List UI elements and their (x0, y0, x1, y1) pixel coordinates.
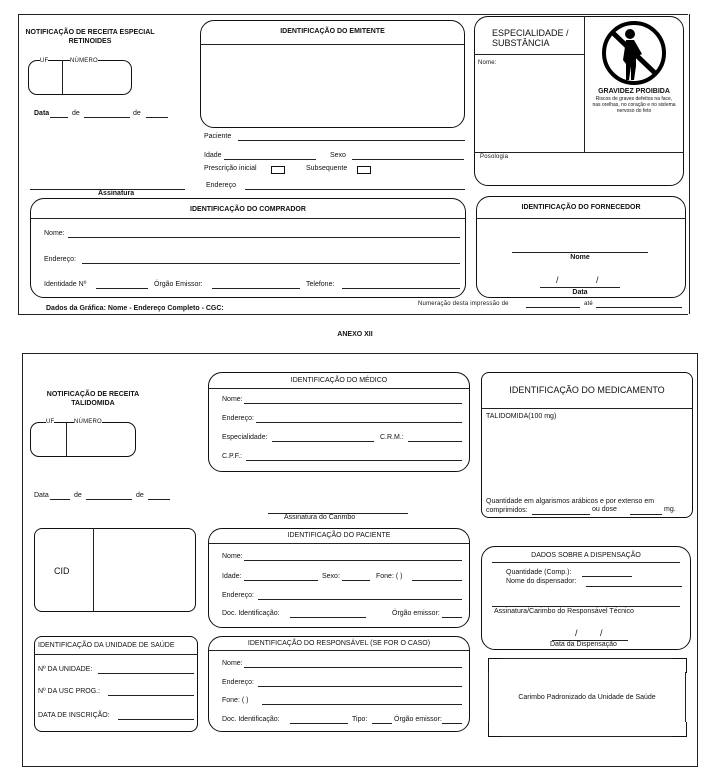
top-form-title: NOTIFICAÇÃO DE RECEITA ESPECIAL RETINOIDES (25, 29, 155, 45)
unidade-data-label: DATA DE INSCRIÇÃO: (38, 712, 110, 719)
comprador-nome-label: Nome: (44, 230, 65, 237)
resp-tipo-field[interactable] (372, 723, 392, 724)
unidade-data-field[interactable] (118, 719, 194, 720)
uf-label: UF (40, 58, 49, 64)
assinatura-carimbo-label: Assinatura do Carimbo (284, 514, 356, 521)
cid-label: CID (54, 566, 70, 576)
emitente-box[interactable] (200, 20, 465, 128)
resp-orgao-label: Órgão emissor: (394, 716, 442, 723)
carimbo-text: Carimbo Padronizado da Unidade de Saúde (518, 694, 656, 701)
comprador-box[interactable] (30, 198, 466, 298)
idade-label: Idade (204, 152, 222, 159)
resp-doc-label: Doc. Identificação: (222, 716, 280, 723)
paciente-fone-field[interactable] (412, 580, 462, 581)
dose-field[interactable] (630, 514, 662, 515)
telefone-field[interactable] (342, 288, 460, 289)
numero-label: NÚMERO (70, 58, 98, 64)
uf-numero-box-2[interactable] (30, 422, 136, 457)
prescricao-inicial-label: Prescrição inicial (204, 165, 257, 172)
fornecedor-box[interactable] (476, 196, 686, 298)
endereco-field[interactable] (245, 189, 465, 190)
subsequente-checkbox[interactable] (357, 166, 371, 174)
emitente-header: IDENTIFICAÇÃO DO EMITENTE (280, 28, 385, 35)
fornecedor-nome-line[interactable] (512, 252, 648, 253)
sexo-label: Sexo (330, 152, 346, 159)
disp-data-label: Data da Dispensação (550, 641, 617, 648)
comprador-endereco-field[interactable] (82, 263, 460, 264)
especialidade-header: ESPECIALIDADE / SUBSTÂNCIA (492, 28, 569, 48)
resp-fone-field[interactable] (262, 704, 462, 705)
resp-nome-field[interactable] (244, 667, 462, 668)
paciente-nome-field[interactable] (244, 560, 462, 561)
endereco-label: Endereço (206, 182, 236, 189)
telefone-label: Telefone: (306, 281, 335, 288)
paciente-idade-field[interactable] (244, 580, 318, 581)
paciente-orgao-label: Órgão emissor: (392, 610, 440, 617)
medico-especialidade-label: Especialidade: (222, 434, 268, 441)
unidade-n-label: Nº DA UNIDADE: (38, 666, 93, 673)
subsequente-label: Subsequente (306, 165, 348, 172)
especialidade-nome-label: Nome: (478, 60, 497, 66)
medico-crm-field[interactable] (408, 441, 462, 442)
paciente-nome-label: Nome: (222, 553, 243, 560)
numeracao-label: Numeração desta impressão de (418, 301, 509, 307)
paciente-header: IDENTIFICAÇÃO DO PACIENTE (287, 532, 391, 539)
bottom-form-title: NOTIFICAÇÃO DE RECEITA TALIDOMIDA (46, 391, 140, 407)
paciente-orgao-field[interactable] (442, 617, 462, 618)
medico-cpf-label: C.P.F.: (222, 453, 243, 460)
talidomida-label: TALIDOMIDA(100 mg) (486, 413, 557, 420)
resp-endereco-field[interactable] (258, 686, 462, 687)
paciente-endereco-label: Endereço: (222, 592, 254, 599)
paciente-doc-label: Doc. Identificação: (222, 610, 280, 617)
medico-endereco-label: Endereço: (222, 415, 254, 422)
gravidez-title: GRAVIDEZ PROIBIDA (598, 88, 670, 95)
paciente-idade-label: Idade: (222, 573, 242, 580)
medico-endereco-field[interactable] (256, 422, 462, 423)
fornecedor-header: IDENTIFICAÇÃO DO FORNECEDOR (521, 204, 641, 211)
fornecedor-data-line[interactable] (540, 287, 620, 288)
numero-label-2: NÚMERO (74, 419, 102, 425)
paciente-field[interactable] (238, 140, 465, 141)
medico-nome-label: Nome: (222, 396, 243, 403)
uf-label-2: UF (46, 419, 55, 425)
paciente-doc-field[interactable] (290, 617, 366, 618)
resp-orgao-field[interactable] (442, 723, 462, 724)
dados-grafica: Dados da Gráfica: Nome - Endereço Completo - CGC: (46, 305, 224, 312)
unidade-usc-label: Nº DA USC PROG.: (38, 688, 101, 695)
medico-nome-field[interactable] (244, 403, 462, 404)
medico-header: IDENTIFICAÇÃO DO MÉDICO (290, 377, 388, 384)
quantidade-text: Quantidade em algarismos arábicos e por extenso em comprimidos: (486, 498, 655, 514)
resp-endereco-label: Endereço: (222, 679, 254, 686)
data-label: Data (34, 110, 50, 117)
comprador-header: IDENTIFICAÇÃO DO COMPRADOR (190, 206, 306, 213)
resp-nome-label: Nome: (222, 660, 243, 667)
comprador-endereco-label: Endereço: (44, 256, 76, 263)
idade-field[interactable] (224, 159, 316, 160)
paciente-fone-label: Fone: ( ) (376, 573, 403, 580)
orgao-emissor-field[interactable] (212, 288, 300, 289)
disp-nome-field[interactable] (586, 586, 682, 587)
assinatura-label: Assinatura (98, 190, 135, 197)
medico-cpf-field[interactable] (246, 460, 462, 461)
paciente-endereco-field[interactable] (258, 599, 462, 600)
resp-doc-field[interactable] (290, 723, 348, 724)
disp-quantidade-label: Quantidade (Comp.): (506, 569, 572, 576)
disp-nome-label: Nome do dispensador: (506, 578, 577, 585)
data-label-2: Data (34, 492, 49, 499)
anexo-label: ANEXO XII (337, 331, 373, 338)
disp-quantidade-field[interactable] (582, 576, 632, 577)
quantidade-field[interactable] (532, 514, 590, 515)
paciente-sexo-field[interactable] (342, 580, 370, 581)
sexo-field[interactable] (352, 159, 464, 160)
medico-especialidade-field[interactable] (272, 441, 374, 442)
comprador-nome-field[interactable] (68, 237, 460, 238)
medicamento-header: IDENTIFICAÇÃO DO MEDICAMENTO (509, 385, 665, 395)
identidade-field[interactable] (96, 288, 148, 289)
unidade-header: IDENTIFICAÇÃO DA UNIDADE DE SAÚDE (38, 642, 175, 649)
prescricao-inicial-checkbox[interactable] (271, 166, 285, 174)
unidade-n-field[interactable] (98, 673, 194, 674)
uf-numero-box[interactable] (28, 60, 132, 95)
unidade-usc-field[interactable] (108, 695, 194, 696)
dispensacao-header: DADOS SOBRE A DISPENSAÇÃO (531, 552, 641, 559)
medico-crm-label: C.R.M.: (380, 434, 404, 441)
responsavel-header: IDENTIFICAÇÃO DO RESPONSÁVEL (SE FOR O CASO) (247, 640, 431, 647)
resp-fone-label: Fone: ( ) (222, 697, 249, 704)
orgao-emissor-label: Órgão Emissor: (154, 281, 203, 288)
disp-assinatura-label: Assinatura/Carimbo do Responsável Técnico (494, 608, 634, 615)
identidade-label: Identidade Nº (44, 281, 87, 288)
posologia-label: Posologia (480, 154, 509, 160)
paciente-label: Paciente (204, 133, 232, 140)
gravidez-text: Riscos de graves defeitos na face, nas orelhas, no coração e no sistema nervoso do feto (592, 96, 676, 114)
fornecedor-nome-label: Nome (570, 254, 590, 261)
resp-tipo-label: Tipo: (352, 716, 368, 723)
paciente-sexo-label: Sexo: (322, 573, 340, 580)
disp-assinatura-line[interactable] (492, 606, 680, 607)
fornecedor-data-label: Data (572, 289, 588, 296)
pregnancy-prohibited-icon (598, 20, 670, 86)
